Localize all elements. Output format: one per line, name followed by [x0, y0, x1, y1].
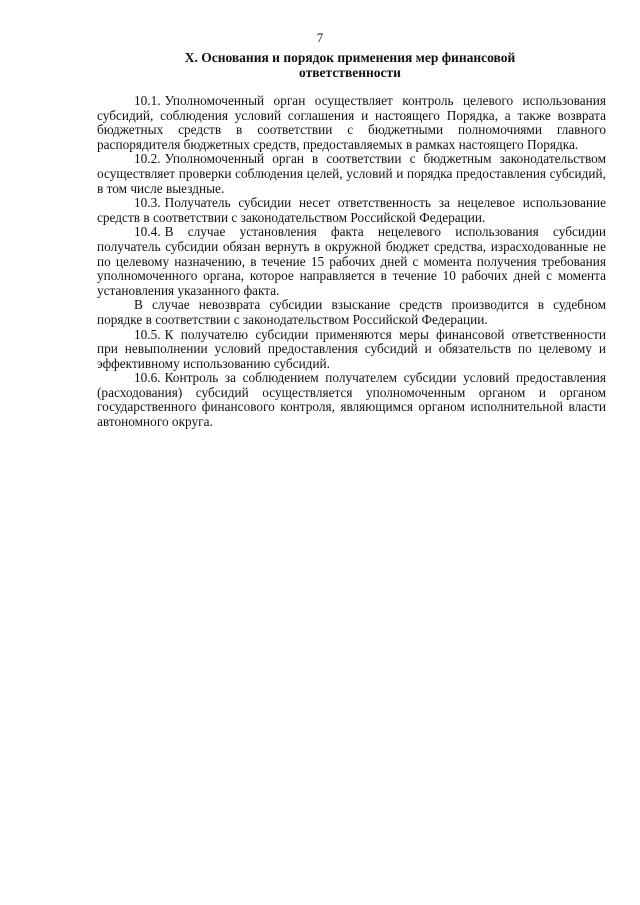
paragraph-10-5: [97, 328, 606, 372]
paragraph-text: В случае невозврата субсидии взыскание средств производится в судебном порядке в соответствии с законодательством Российской Федерации.: [97, 297, 606, 327]
paragraph-text: Уполномоченный орган осуществляет контроль целевого использования субсидий, соблюдения условий соглашения и настоящего Порядка, а также возврата бюджетных средств в соответствии с бюджетными полномочиями главного распорядителя бюджетных средств, предоставляемых в рамках настоящего Порядка.: [97, 93, 606, 152]
paragraph-number: 10.1.: [134, 93, 161, 108]
paragraph-text: К получателю субсидии применяются меры финансовой ответственности при невыполнении условий предоставления субсидий и обязательств по целевому и эффективному использованию субсидий.: [97, 326, 606, 371]
paragraph-10-2: [97, 152, 606, 196]
paragraph-text: Получатель субсидии несет ответственность за нецелевое использование средств в соответствии с законодательством Российской Федерации.: [97, 195, 606, 225]
paragraph-10-4-continued: [97, 298, 606, 327]
paragraph-10-1: [97, 94, 606, 152]
section-title: X. Основания и порядок применения мер финансовой ответственности: [184, 50, 516, 80]
paragraph-number: 10.2.: [134, 151, 161, 167]
paragraph-text: Контроль за соблюдением получателем субсидии условий предоставления (расходования) субсидий осуществляется уполномоченным органом и органом государственного финансового контроля, являющимся органом исполнительной власти автономного округа.: [97, 370, 606, 430]
paragraph-10-4: [97, 225, 606, 298]
document-body: [97, 94, 606, 430]
paragraph-number: 10.3.: [134, 195, 161, 211]
page-number: 7: [316, 30, 324, 45]
paragraph-10-6: [97, 371, 606, 429]
paragraph-text: В случае установления факта нецелевого использования субсидии получатель субсидии обязан вернуть в окружной бюджет средства, израсходованные не по целевому назначению, в течение 15 рабочих дней с момента получения требования уполномоченного органа, которое направляется в течение 10 рабочих дней с момента установления указанного факта.: [97, 224, 606, 298]
paragraph-10-3: [97, 196, 606, 225]
paragraph-text: Уполномоченный орган в соответствии с бюджетным законодательством осуществляет проверки соблюдения целей, условий и порядка предоставления субсидий, в том числе выездные.: [97, 151, 606, 196]
paragraph-number: 10.6.: [134, 370, 161, 386]
paragraph-number: 10.4.: [134, 224, 161, 240]
paragraph-number: 10.5.: [134, 326, 161, 342]
